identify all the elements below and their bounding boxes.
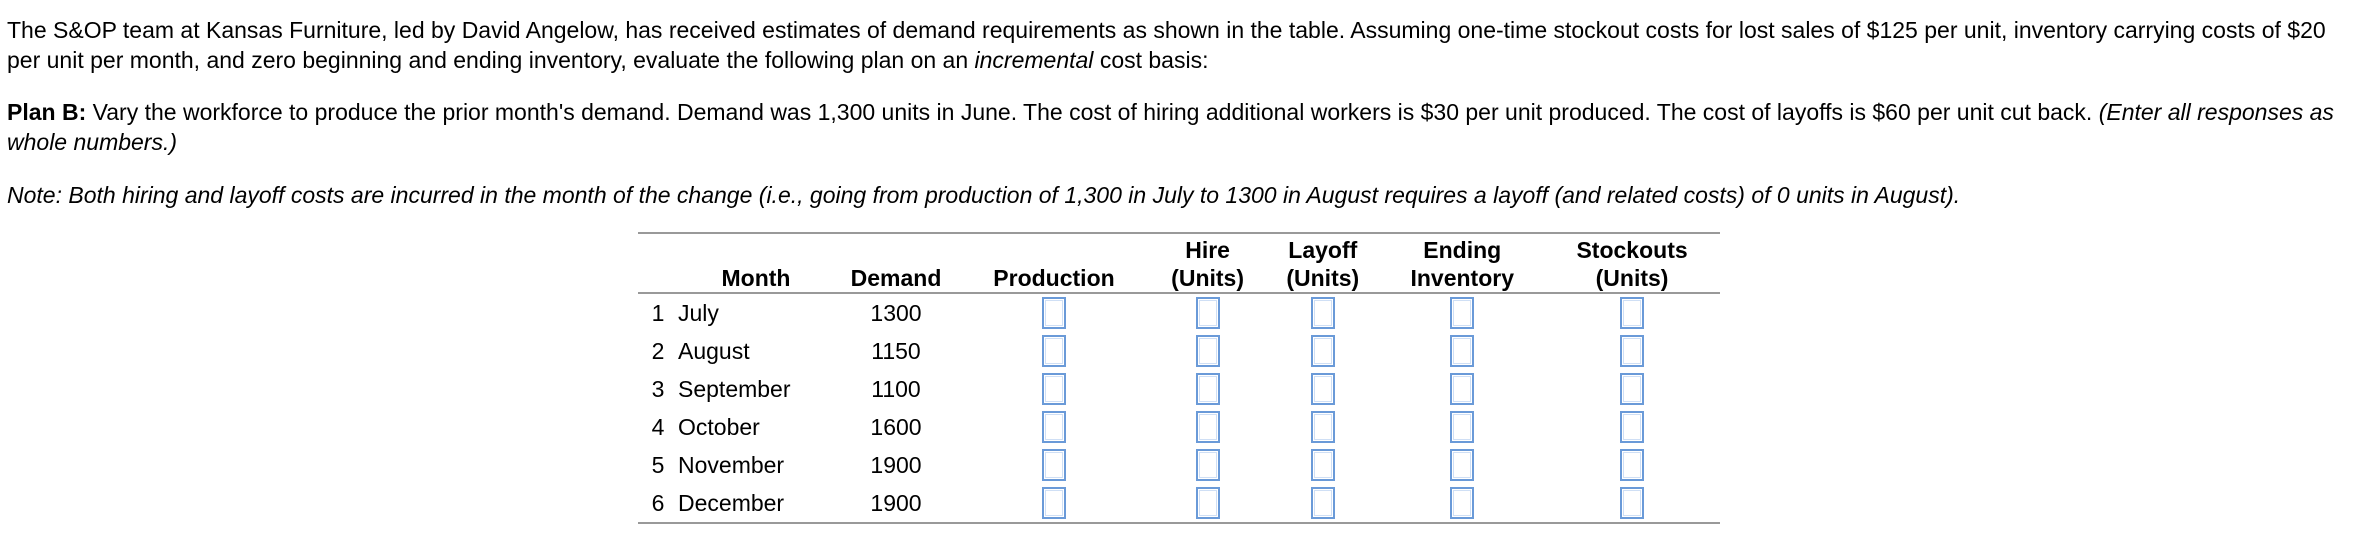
stockouts-input[interactable] [1620,373,1644,405]
plan-instruction: (Enter all responses as whole numbers.) [7,99,2334,155]
layoff-input[interactable] [1311,449,1335,481]
header-stockouts-bottom: (Units) [1595,265,1669,291]
row-demand: 1100 [871,375,921,402]
production-input[interactable] [1042,449,1066,481]
intro-paragraph [7,15,2357,75]
plan-label: Plan B: [7,99,87,125]
hire-input[interactable] [1196,411,1220,443]
stockouts-input[interactable] [1620,335,1644,367]
header-demand: Demand [834,233,958,293]
stockouts-input[interactable] [1620,449,1644,481]
header-hire [1150,233,1265,293]
stockouts-input[interactable] [1620,411,1644,443]
ending-inventory-input[interactable] [1450,373,1474,405]
table-row [638,484,1720,523]
row-month: July [678,299,719,326]
hire-input[interactable] [1196,487,1220,519]
header-hire-top: Hire [1185,237,1230,263]
layoff-input[interactable] [1311,411,1335,443]
layoff-input[interactable] [1311,335,1335,367]
plan-table [638,232,1720,524]
ending-inventory-input[interactable] [1450,297,1474,329]
row-demand: 1900 [834,484,958,523]
intro-italic: incremental [974,47,1094,73]
ending-inventory-input[interactable] [1450,411,1474,443]
row-month: November [678,451,785,478]
ending-inventory-input[interactable] [1450,487,1474,519]
header-num [638,233,678,293]
table-row [638,293,1720,332]
row-demand: 1900 [870,451,922,478]
header-ending [1380,233,1544,293]
header-layoff-top: Layoff [1288,237,1358,263]
production-input[interactable] [1042,487,1066,519]
ending-inventory-input[interactable] [1450,335,1474,367]
layoff-input[interactable] [1311,297,1335,329]
header-layoff [1265,233,1380,293]
row-number: 6 [638,484,678,523]
plan-paragraph [7,97,2357,157]
layoff-input[interactable] [1311,373,1335,405]
row-number: 2 [651,337,665,364]
row-number: 5 [651,451,665,478]
intro-end: cost basis: [1099,47,1209,73]
table-row [638,446,1720,484]
hire-input[interactable] [1196,449,1220,481]
table-row [638,332,1720,370]
table-row [638,408,1720,446]
header-month: Month [678,233,834,293]
header-production: Production [958,233,1150,293]
plan-text: Vary the workforce to produce the prior month's demand. Demand was 1,300 units in June. The cost of hiring additional workers is $30 per unit produced. The cost of layoffs is $60 per unit cut back. [92,99,2093,125]
header-ending-top: Ending [1423,237,1502,263]
hire-input[interactable] [1196,297,1220,329]
production-input[interactable] [1042,411,1066,443]
intro-text: The S&OP team at Kansas Furniture, led by David Angelow, has received estimates of demand requirements as shown in the table. Assuming one-time stockout costs for lost sales of $125 per unit, inventory carrying costs of $20 per unit per month, and zero beginning and ending inventory, evaluate the following plan on an [7,17,2326,73]
ending-inventory-input[interactable] [1450,449,1474,481]
production-input[interactable] [1042,335,1066,367]
header-hire-bottom: (Units) [1171,265,1244,291]
header-ending-bottom: Inventory [1410,265,1515,291]
row-number: 4 [651,413,665,440]
row-number: 3 [651,375,665,402]
row-demand: 1300 [870,299,922,326]
note-paragraph: Note: Both hiring and layoff costs are incurred in the month of the change (i.e., going from production of 1,300 in July to 1300 in August requires a layoff (and related costs) of 0 units in August). [7,182,1961,208]
production-input[interactable] [1042,373,1066,405]
header-stockouts [1544,233,1720,293]
row-demand: 1600 [870,413,922,440]
table-row [638,370,1720,408]
hire-input[interactable] [1196,335,1220,367]
row-month: October [678,413,760,440]
hire-input[interactable] [1196,373,1220,405]
row-month: September [678,375,791,402]
stockouts-input[interactable] [1620,487,1644,519]
stockouts-input[interactable] [1620,297,1644,329]
row-demand: 1150 [871,337,921,364]
layoff-input[interactable] [1311,487,1335,519]
production-input[interactable] [1042,297,1066,329]
header-stockouts-top: Stockouts [1576,237,1688,263]
header-layoff-bottom: (Units) [1286,265,1360,291]
table-header-row [638,233,1720,293]
row-month: August [678,337,750,364]
row-number: 1 [651,299,665,326]
row-month: December [678,484,834,523]
